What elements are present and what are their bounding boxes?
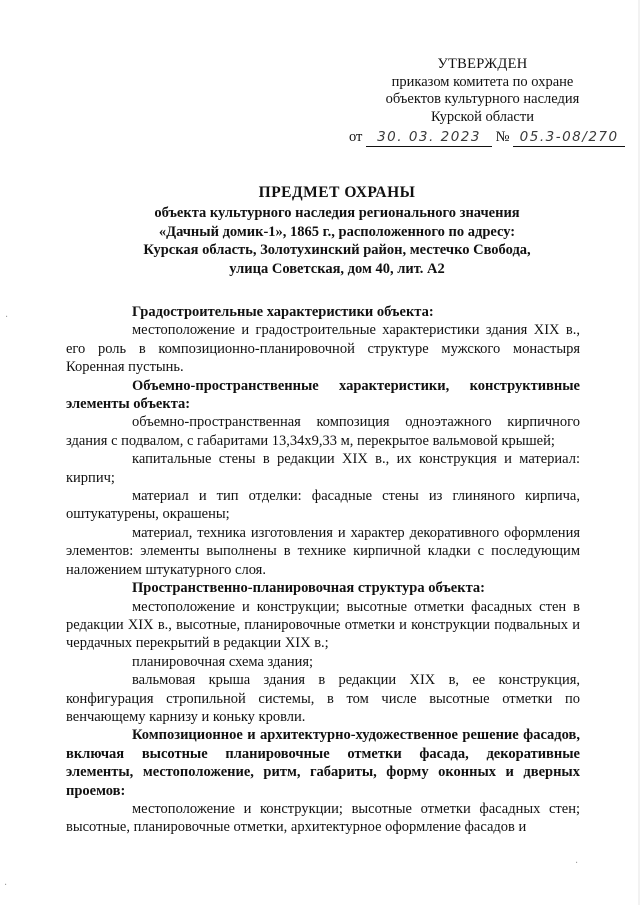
scan-speck: · bbox=[575, 858, 579, 869]
order-number: 05.3-08/270 bbox=[519, 129, 619, 145]
section-paragraph: капитальные стены в редакции XIX в., их конструкция и материал: кирпич; bbox=[66, 451, 580, 486]
order-number-field bbox=[513, 129, 625, 147]
scan-speck: · bbox=[5, 312, 9, 323]
section-paragraph: планировочная схема здания; bbox=[132, 653, 314, 670]
number-label: № bbox=[495, 129, 510, 145]
document-title: ПРЕДМЕТ ОХРАНЫ bbox=[258, 184, 416, 201]
section-paragraph: местоположение и конструкции; высотные отметки фасадных стен; высотные, планировочные отметки, архитектурное оформление фасадов и bbox=[66, 800, 580, 836]
order-date-field bbox=[366, 129, 492, 147]
heading-line-1: объекта культурного наследия регионального значения bbox=[154, 205, 520, 221]
approval-line-3: Курской области bbox=[431, 108, 534, 125]
heading-line-2: «Дачный домик-1», 1865 г., расположенного по адресу: bbox=[158, 223, 516, 240]
section-paragraph: материал, техника изготовления и характер декоративного оформления элементов: элементы выполнены в технике кирпичной кладки с последующим наложением штукатурного слоя. bbox=[66, 524, 580, 578]
heading-line-3: Курская область, Золотухинский район, местечко Свобода, bbox=[143, 242, 531, 258]
document-body bbox=[66, 303, 580, 837]
document-heading bbox=[100, 182, 574, 278]
section-paragraph: материал и тип отделки: фасадные стены из глиняного кирпича, оштукатурены, окрашены; bbox=[66, 488, 580, 523]
section-title: Пространственно-планировочная структура объекта: bbox=[132, 580, 485, 597]
section-title: Градостроительные характеристики объекта: bbox=[132, 304, 434, 320]
from-label: от bbox=[349, 129, 363, 145]
order-date: 30. 03. 2023 bbox=[377, 129, 481, 145]
order-reference bbox=[349, 129, 625, 147]
section-title: Композиционное и архитектурно-художественное решение фасадов, включая высотные планировочные отметки фасада, декоративные элементы, местоположение, ритм, габариты, форму оконных и дверных проемов: bbox=[66, 727, 580, 799]
section-paragraph: местоположение и конструкции; высотные отметки фасадных стен в редакции XIX в., высотные, планировочные отметки и конструкции подвальных и чердачных перекрытий в редакции XIX в.; bbox=[66, 598, 580, 652]
scan-speck: · bbox=[4, 880, 8, 891]
approval-block bbox=[340, 56, 625, 126]
section-paragraph: объемно-пространственная композиция одноэтажного кирпичного здания с подвалом, с габаритами 13,34х9,33 м, перекрытое вальмовой крышей; bbox=[66, 414, 580, 449]
section-paragraph: вальмовая крыша здания в редакции XIX в, ее конструкция, конфигурация стропильной системы, в том числе высотные отметки по венчающему карнизу и коньку кровли. bbox=[66, 672, 580, 725]
section-title: Объемно-пространственные характеристики, конструктивные элементы объекта: bbox=[66, 377, 580, 413]
heading-line-4: улица Советская, дом 40, лит. А2 bbox=[229, 260, 445, 277]
section-paragraph: местоположение и градостроительные характеристики здания XIX в., его роль в композиционно-планировочной структуре мужского монастыря Коренная пустынь. bbox=[66, 322, 580, 376]
approval-title: УТВЕРЖДЕН bbox=[437, 56, 528, 72]
approval-line-2: объектов культурного наследия bbox=[385, 91, 580, 107]
approval-line-1: приказом комитета по охране bbox=[391, 73, 574, 90]
